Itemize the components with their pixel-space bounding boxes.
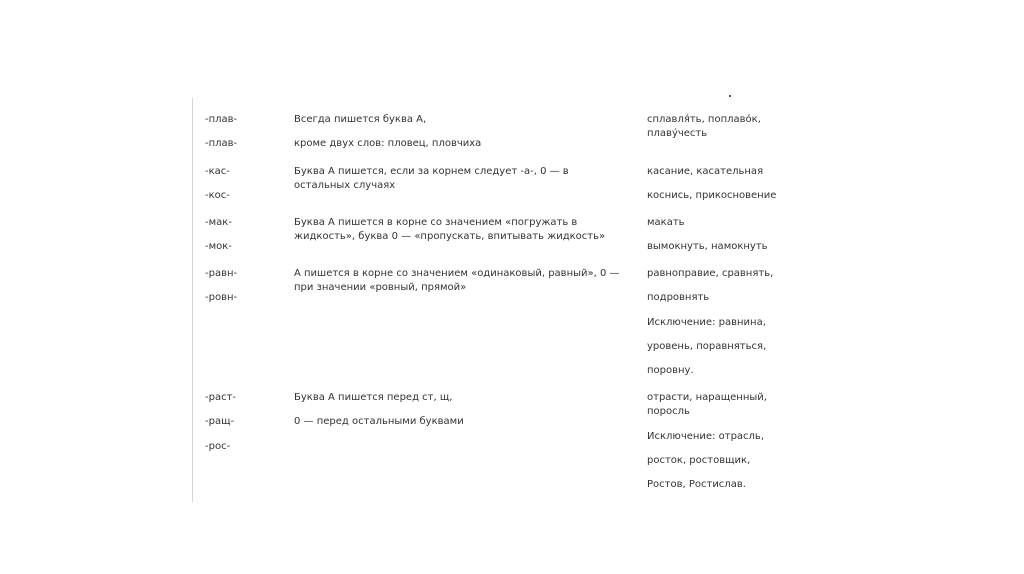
root-plav-1: -плав- <box>205 114 238 125</box>
root-plav-2: -плав- <box>205 138 238 149</box>
example-rast-exception: Исключение: отрасль, <box>647 431 765 442</box>
example-ravn-1: равноправие, сравнять, <box>647 268 774 279</box>
example-rast-1: отрасти, наращенный, <box>647 392 767 403</box>
example-plav-2: плаву́честь <box>647 128 708 139</box>
table-left-border <box>192 98 193 502</box>
root-ravn: -равн- <box>205 268 238 279</box>
root-rast: -раст- <box>205 392 237 403</box>
rule-rast-1: Буква А пишется перед ст, щ, <box>294 392 453 403</box>
example-plav-1: сплавля́ть, поплаво́к, <box>647 114 761 125</box>
root-rasch: -ращ- <box>205 416 235 427</box>
rule-plav-1: Всегда пишется буква А, <box>294 114 427 125</box>
example-ravn-2: подровнять <box>647 292 710 303</box>
root-mok: -мок- <box>205 241 232 252</box>
example-kas-1: касание, касательная <box>647 166 764 177</box>
example-mak-2: вымокнуть, намокнуть <box>647 241 768 252</box>
decorative-dot <box>729 95 731 97</box>
root-kas: -кас- <box>205 166 230 177</box>
rule-plav-2: кроме двух слов: пловец, пловчиха <box>294 138 482 149</box>
rule-ravn-1: А пишется в корне со значением «одинаковый, равный», 0 — <box>294 268 620 279</box>
root-rovn: -ровн- <box>205 292 238 303</box>
example-ravn-4: уровень, поравняться, <box>647 341 767 352</box>
rule-kas-1: Буква А пишется, если за корнем следует -а-, 0 — в <box>294 166 569 177</box>
rule-mak-2: жидкость», буква 0 — «пропускать, впитывать жидкость» <box>294 231 606 242</box>
example-rast-2: поросль <box>647 406 690 417</box>
example-rast-4: росток, ростовщик, <box>647 455 751 466</box>
example-kas-2: коснись, прикосновение <box>647 190 777 201</box>
example-mak-1: макать <box>647 217 685 228</box>
example-rast-5: Ростов, Ростислав. <box>647 479 746 490</box>
root-kos: -кос- <box>205 190 230 201</box>
rule-kas-2: остальных случаях <box>294 180 396 191</box>
rule-rast-2: 0 — перед остальными буквами <box>294 416 464 427</box>
example-ravn-5: поровну. <box>647 365 694 376</box>
example-ravn-exception: Исключение: равнина, <box>647 317 766 328</box>
rule-mak-1: Буква А пишется в корне со значением «погружать в <box>294 217 578 228</box>
root-ros: -рос- <box>205 441 231 452</box>
rule-ravn-2: при значении «ровный, прямой» <box>294 282 467 293</box>
root-mak: -мак- <box>205 217 232 228</box>
